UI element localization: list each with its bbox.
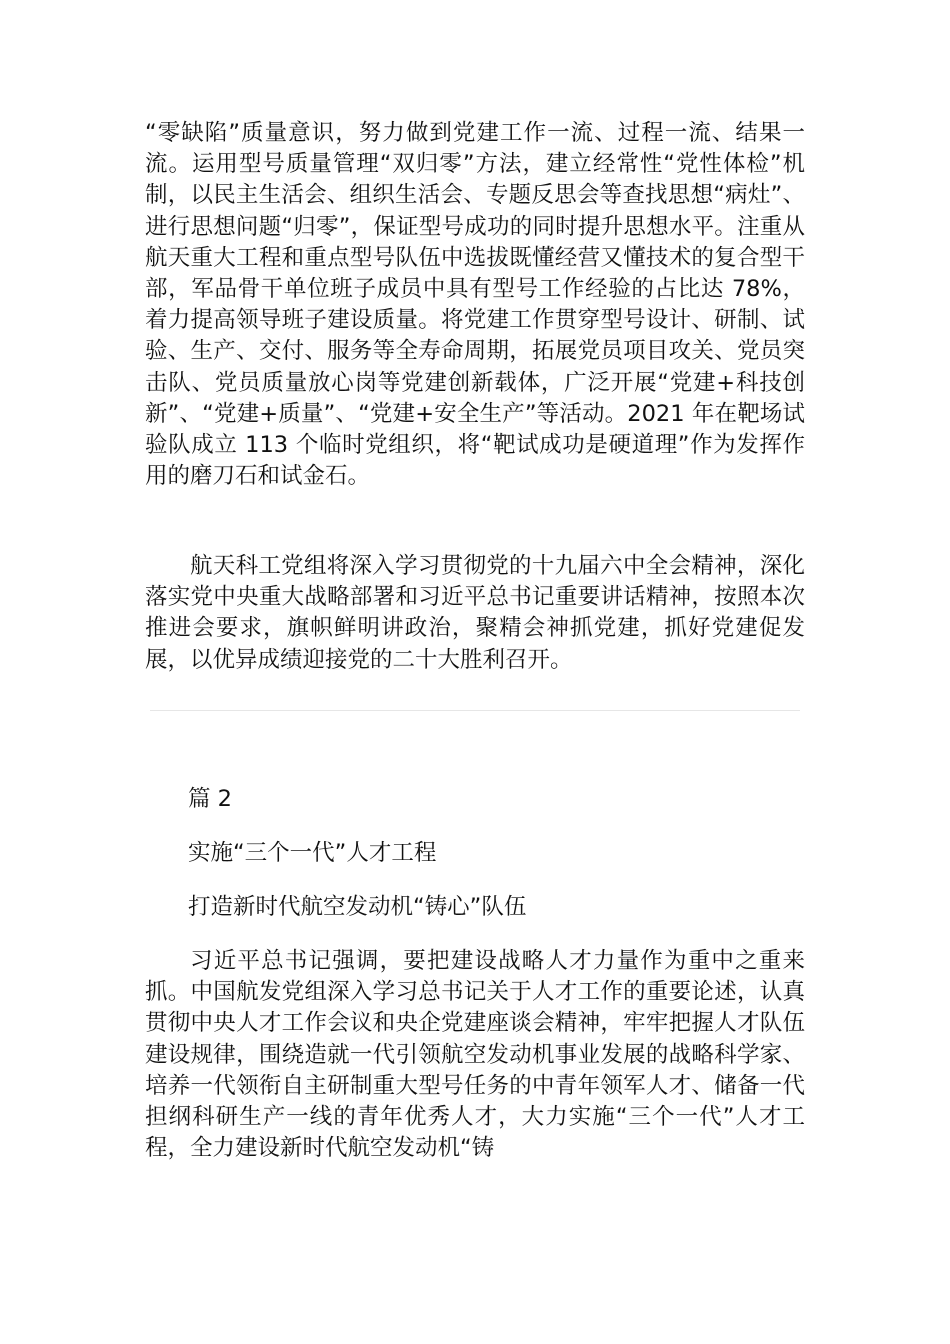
section-label: 篇 2 <box>188 786 232 812</box>
part1-paragraph-2-block <box>145 551 805 676</box>
part2-paragraph-1: 习近平总书记强调，要把建设战略人才力量作为重中之重来抓。中国航发党组深入学习总书记关于人才工作的重要论述，认真贯彻中央人才工作会议和央企党建座谈会精神，牢牢把握人才队伍建设规律，围绕造就一代引领航空发动机事业发展的战略科学家、培养一代领衔自主研制重大型号任务的中青年领军人才、储备一代担纲科研生产一线的青年优秀人才，大力实施“三个一代”人才工程，全力建设新时代航空发动机“铸 <box>145 948 805 1162</box>
article-subtitle: 打造新时代航空发动机“铸心”队伍 <box>188 894 527 920</box>
part2-paragraph-1-block <box>145 946 805 1164</box>
article-title: 实施“三个一代”人才工程 <box>188 840 437 866</box>
part1-paragraph-2: 航天科工党组将深入学习贯彻党的十九届六中全会精神，深化落实党中央重大战略部署和习近平总书记重要讲话精神，按照本次推进会要求，旗帜鲜明讲政治，聚精会神抓党建，抓好党建促发展，以优异成绩迎接党的二十大胜利召开。 <box>145 553 805 673</box>
part1-paragraph-1: “零缺陷”质量意识，努力做到党建工作一流、过程一流、结果一流。运用型号质量管理“双归零”方法，建立经常性“党性体检”机制，以民主生活会、组织生活会、专题反思会等查找思想“病灶”、进行思想问题“归零”，保证型号成功的同时提升思想水平。注重从航天重大工程和重点型号队伍中选拔既懂经营又懂技术的复合型干部，军品骨干单位班子成员中具有型号工作经验的占比达 78%，着力提高领导班子建设质量。将党建工作贯穿型号设计、研制、试验、生产、交付、服务等全寿命周期，拓展党员项目攻关、党员突击队、党员质量放心岗等党建创新载体，广泛开展“党建+科技创新”、“党建+质量”、“党建+安全生产”等活动。2021 年在靶场试验队成立 113 个临时党组织，将“靶试成功是硬道理”作为发挥作用的磨刀石和试金石。 <box>145 120 805 490</box>
page-divider <box>150 710 800 711</box>
part1-paragraph-1-block <box>145 118 805 492</box>
